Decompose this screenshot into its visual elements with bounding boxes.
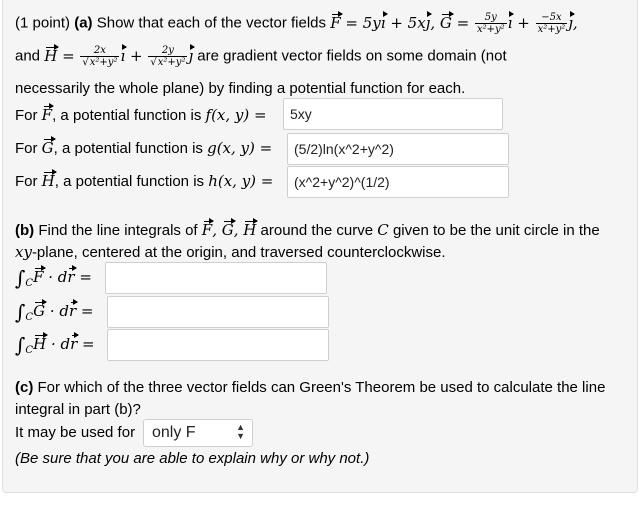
- integral-h-label: $\int_CH$ · dr =: [15, 333, 95, 357]
- integral-g-label: $\int_CG$ · dr =: [15, 300, 94, 324]
- integral-f-label: $\int_CF$ · dr =: [15, 266, 92, 290]
- select-label: It may be used for: [15, 424, 136, 441]
- problem-panel: [2, 0, 638, 493]
- func-g-label: g(x, y) =: [207, 139, 273, 157]
- part-c-line-2: integral in part (b)?: [15, 401, 141, 418]
- part-c-note: (Be sure that you are able to explain why or why not.): [15, 450, 370, 467]
- part-a-label: (a): [74, 14, 93, 32]
- field-h-symbol: H: [41, 172, 55, 190]
- integral-h-input[interactable]: [107, 329, 329, 361]
- potential-f-input[interactable]: 5xy: [283, 98, 503, 130]
- func-f-label: f(x, y) =: [205, 106, 267, 124]
- part-b-label: (b): [15, 222, 35, 239]
- field-f-symbol: F: [41, 106, 53, 124]
- green-theorem-select[interactable]: [143, 419, 253, 447]
- part-a-intro: Show that each of the vector fields: [96, 14, 327, 32]
- part-c-label: (c): [15, 379, 34, 396]
- func-h-label: h(x, y) =: [208, 172, 274, 190]
- part-c-line-1: (c) For which of the three vector fields can Green's Theorem be used to calculate the line: [15, 379, 606, 396]
- part-b-line-2: xy-plane, centered at the origin, and traversed counterclockwise.: [15, 243, 446, 261]
- part-a-line-2: and H = $\frac{2x}{\text{√x²+y²}}$ ı + $\frac{2y}{\text{√x²+y²}}$ ȷ are gradient vector fields on some domain (not: [15, 45, 507, 68]
- vector-f-definition: F = 5yı + 5xȷ, G = $\frac{5y}{\text{x²+y²}}$ ı + $\frac{-5x}{\text{x²+y²}}$ ȷ,: [330, 12, 578, 35]
- point-label: (1 point): [15, 14, 71, 32]
- part-a-line-3: necessarily the whole plane) by finding a potential function for each.: [15, 80, 466, 97]
- potential-row-f: For F, a potential function is f(x, y) =: [15, 106, 267, 124]
- potential-g-input[interactable]: (5/2)ln(x^2+y^2): [287, 133, 509, 165]
- vector-h-definition: H = $\frac{2x}{\text{√x²+y²}}$ ı + $\frac{2y}{\text{√x²+y²}}$ ȷ: [44, 45, 194, 68]
- potential-row-h: For H, a potential function is h(x, y) =: [15, 172, 274, 190]
- select-arrows-icon: ▲ ▼: [236, 422, 245, 441]
- field-g-symbol: G: [41, 139, 54, 157]
- potential-row-g: For G, a potential function is g(x, y) =: [15, 139, 273, 157]
- integral-f-input[interactable]: [105, 262, 327, 294]
- part-a-line-1: [15, 12, 578, 35]
- select-value: only F: [152, 424, 196, 441]
- integral-g-input[interactable]: [107, 296, 329, 328]
- part-b-line-1: (b) Find the line integrals of F, G, H around the curve C given to be the unit circle in the: [15, 221, 600, 239]
- potential-h-input[interactable]: (x^2+y^2)^(1/2): [287, 166, 509, 198]
- part-a-tail: are gradient vector fields on some domain (not: [197, 47, 507, 65]
